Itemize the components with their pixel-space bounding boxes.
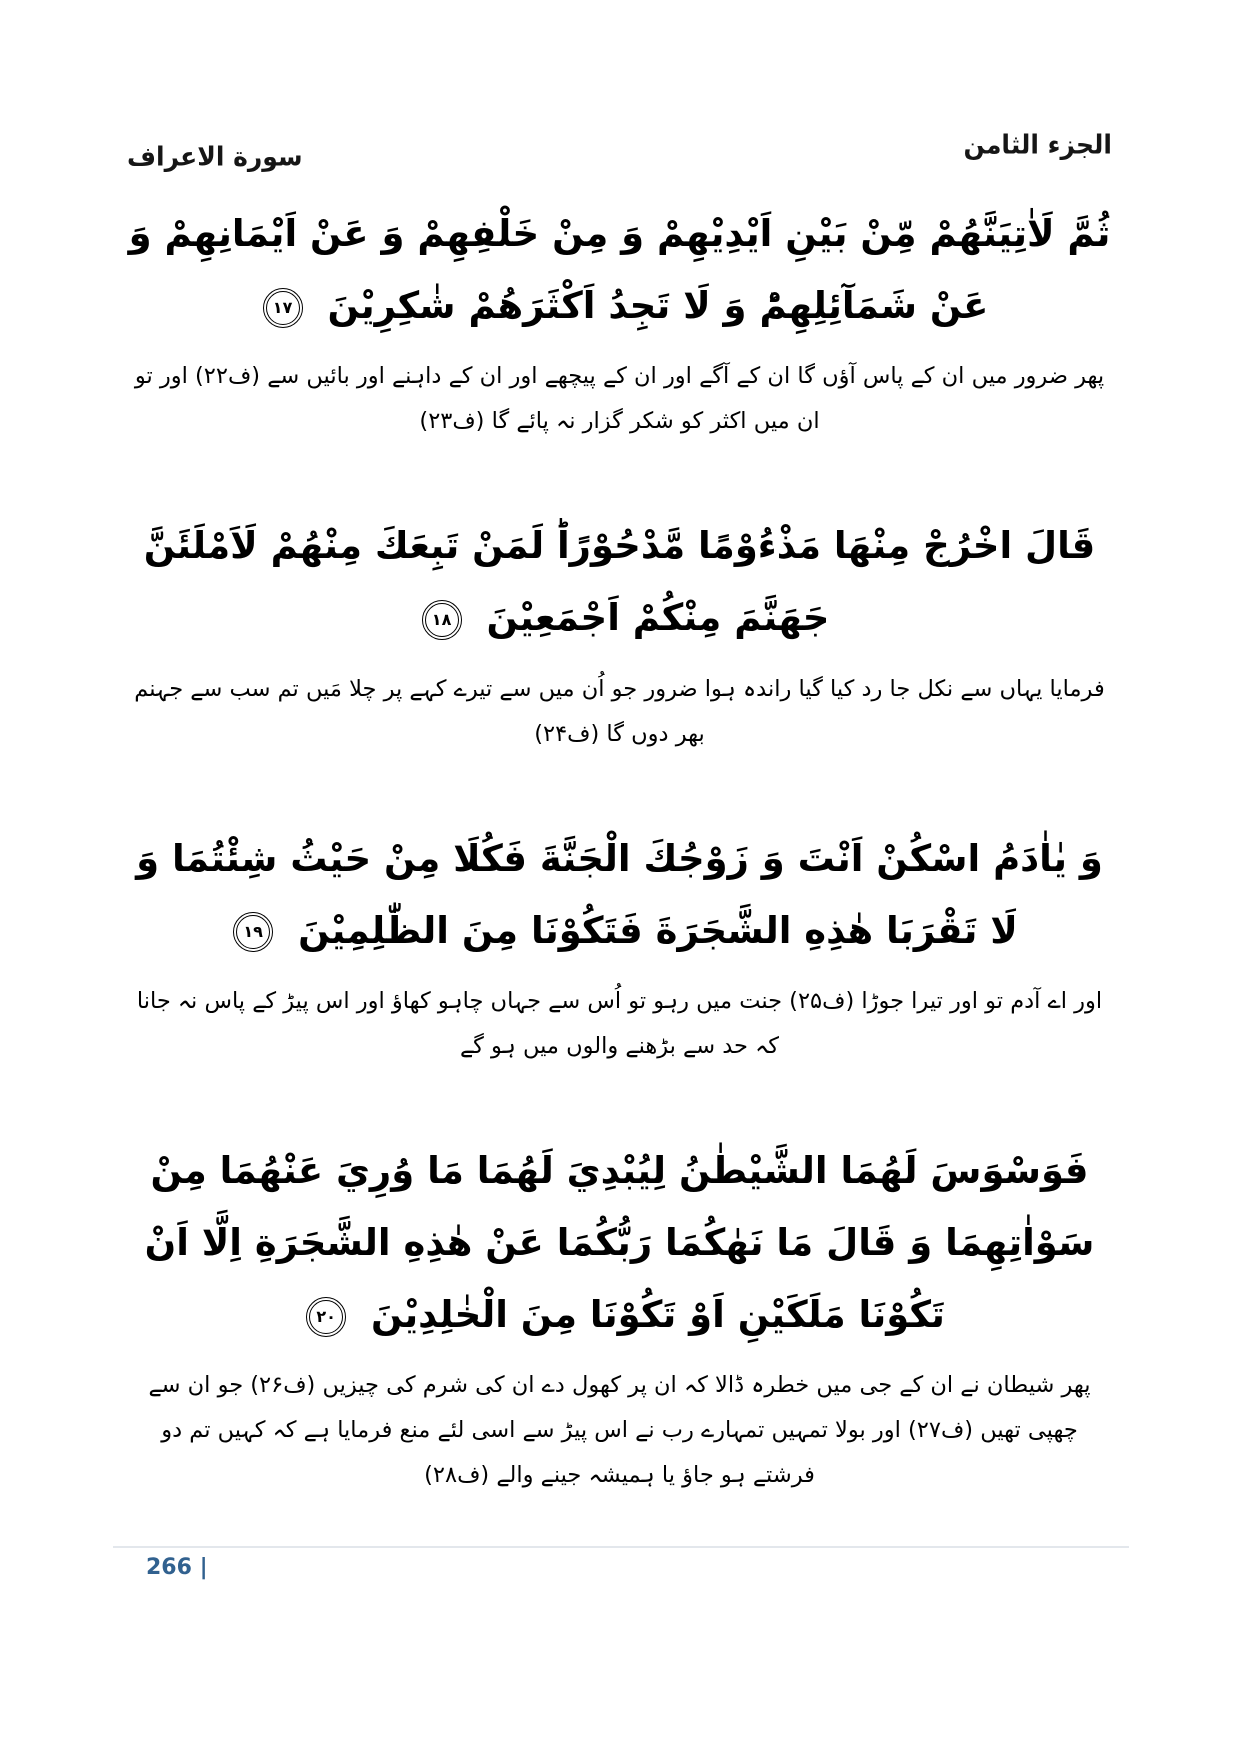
arabic-verse-18	[127, 510, 1112, 654]
verse-block-17	[127, 198, 1112, 444]
verse-block-19	[127, 823, 1112, 1069]
page-footer	[113, 1546, 1129, 1580]
ayah-end-marker-19: ١٩	[233, 912, 273, 952]
juz-title-calligraphy: الجزء الثامن	[963, 129, 1112, 160]
arabic-verse-19	[127, 823, 1112, 967]
verse-block-18	[127, 510, 1112, 756]
urdu-translation-20: پھر شیطان نے ان کے جی میں خطرہ ڈالا کہ ان پر کھول دے ان کی شرم کی چیزیں (ف۲۶) جو ان سے چھپی تھیں (ف۲۷) اور بولا تمہیں تمہارے رب نے اس پیڑ سے اسی لئے منع فرمایا ہے کہ کہیں تم دو فرشتے ہو جاؤ یا ہمیشہ جینے والے (ف۲۸)	[148, 1372, 1091, 1489]
arabic-verse-20-text: فَوَسْوَسَ لَهُمَا الشَّيْطٰنُ لِيُبْدِيَ لَهُمَا مَا وُرِيَ عَنْهُمَا مِنْ سَوْاٰتِهِمَا وَ قَالَ مَا نَهٰكُمَا رَبُّكُمَا عَنْ هٰذِهِ الشَّجَرَةِ اِلَّا اَنْ تَكُوْنَا مَلَكَيْنِ اَوْ تَكُوْنَا مِنَ الْخٰلِدِيْنَ	[144, 1148, 1095, 1337]
arabic-verse-20	[127, 1135, 1112, 1351]
page-content	[127, 0, 1112, 1498]
arabic-verse-18-text: قَالَ اخْرُجْ مِنْهَا مَذْءُوْمًا مَّدْحُوْرًاؕ لَمَنْ تَبِعَكَ مِنْهُمْ لَاَمْلَئَنَّ جَهَنَّمَ مِنْكُمْ اَجْمَعِيْنَ	[143, 524, 1096, 640]
ayah-end-marker-18: ١٨	[422, 600, 462, 640]
urdu-translation-18: فرمایا یہاں سے نکل جا رد کیا گیا راندہ ہوا ضرور جو اُن میں سے تیرے کہے پر چلا مَیں تم سب سے جہنم بھر دوں گا (ف۲۴)	[134, 675, 1105, 747]
arabic-verse-17-text: ثُمَّ لَاٰتِيَنَّهُمْ مِّنْ بَيْنِ اَيْدِيْهِمْ وَ مِنْ خَلْفِهِمْ وَ عَنْ اَيْمَانِهِمْ وَ عَنْ شَمَآئِلِهِمْؕ وَ لَا تَجِدُ اَكْثَرَهُمْ شٰكِرِيْنَ	[128, 212, 1111, 328]
ayah-end-marker-17: ١٧	[263, 288, 303, 328]
arabic-verse-17	[127, 198, 1112, 342]
page-header	[127, 128, 1112, 198]
page-number: 266 |	[146, 1555, 208, 1580]
arabic-verse-19-text: وَ يٰاٰدَمُ اسْكُنْ اَنْتَ وَ زَوْجُكَ الْجَنَّةَ فَكُلَا مِنْ حَيْثُ شِئْتُمَا وَ لَا تَقْرَبَا هٰذِهِ الشَّجَرَةَ فَتَكُوْنَا مِنَ الظّٰلِمِيْنَ	[136, 836, 1103, 952]
urdu-translation-17: پھر ضرور میں ان کے پاس آؤں گا ان کے آگے اور ان کے پیچھے اور ان کے داہنے اور بائیں سے (ف۲۲) اور تو ان میں اکثر کو شکر گزار نہ پائے گا (ف۲۳)	[134, 363, 1105, 435]
verse-block-20	[127, 1135, 1112, 1498]
urdu-translation-19: اور اے آدم تو اور تیرا جوڑا (ف۲۵) جنت میں رہو تو اُس سے جہاں چاہو کھاؤ اور اس پیڑ کے پاس نہ جانا کہ حد سے بڑھنے والوں میں ہو گے	[136, 987, 1103, 1059]
surah-title-calligraphy: سورة الاعراف	[127, 141, 303, 172]
ayah-end-marker-20: ٢٠	[306, 1297, 346, 1337]
